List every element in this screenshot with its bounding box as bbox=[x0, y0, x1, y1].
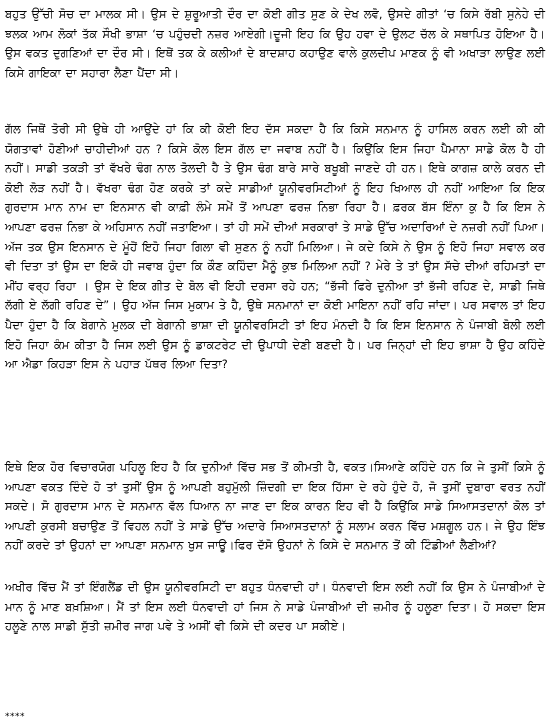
paragraph: ਬਹੁਤ ਉੱਚੀ ਸੋਚ ਦਾ ਮਾਲਕ ਸੀ। ਉਸ ਦੇ ਸ਼ੁਰੂਆਤੀ ਦੌਰ ਦਾ ਕੋਈ ਗੀਤ ਸੁਣ ਕੇ ਦੇਖ ਲਵੋ, ਉਸਦੇ ਗੀਤਾਂ ‘ਚ ਕਿਸੇ ਰੱਬੀ ਸੁਨੇਹੇ ਦੀ ਝਲਕ ਆਮ ਲੋਕਾਂ ਤੱਕ ਸੌਖੀ ਭਾਸ਼ਾ ‘ਚ ਪਹੁੰਚਦੀ ਨਜ਼ਰ ਆਏਗੀ।ਦੂਜੀ ਇਹ ਕਿ ਉਹ ਹਵਾ ਦੇ ਉਲਟ ਚੱਲ ਕੇ ਸਥਾਪਿਤ ਹੋਇਆ ਹੈ। ਉਸ ਵਕਤ ਦੁਗਣਿਆਂ ਦਾ ਦੌਰ ਸੀ। ਇਥੋਂ ਤਕ ਕੇ ਕਲੀਆਂ ਦੇ ਬਾਦਸ਼ਾਹ ਕਹਾਉਣ ਵਾਲੇ ਕੁਲਦੀਪ ਮਾਣਕ ਨੂੰ ਵੀ ਅਖਾੜਾ ਲਾਉਣ ਲਈ ਕਿਸੇ ਗਾਇਕਾ ਦਾ ਸਹਾਰਾ ਲੈਣਾ ਪੈਂਦਾ ਸੀ। bbox=[5, 8, 545, 80]
paragraph: ਅਖੀਰ ਵਿੱਚ ਮੈਂ ਤਾਂ ਇੰਗਲੈਂਡ ਦੀ ਉਸ ਯੂਨੀਵਰਸਿਟੀ ਦਾ ਬਹੁਤ ਧੰਨਵਾਦੀ ਹਾਂ। ਧੰਨਵਾਦੀ ਇਸ ਲਈ ਨਹੀਂ ਕਿ ਉਸ ਨੇ ਪੰਜਾਬੀਆਂ ਦੇ ਮਾਨ ਨੂੰ ਮਾਣ ਬਖ਼ਸ਼ਿਆ। ਮੈਂ ਤਾਂ ਇਸ ਲਈ ਧੰਨਵਾਦੀ ਹਾਂ ਜਿਸ ਨੇ ਸਾਡੇ ਪੰਜਾਬੀਆਂ ਦੀ ਜ਼ਮੀਰ ਨੂੰ ਹਲੂਣਾ ਦਿਤਾ। ਹੋ ਸਕਦਾ ਇਸ ਹਲੂਣੇ ਨਾਲ ਸਾਡੀ ਸੁੱਤੀ ਜ਼ਮੀਰ ਜਾਗ ਪਵੇ ਤੇ ਅਸੀਂ ਵੀ ਕਿਸੇ ਦੀ ਕਦਰ ਪਾ ਸਕੀਏ। bbox=[5, 581, 545, 634]
end-marker: **** bbox=[5, 712, 25, 722]
paragraph: ਇਥੇ ਇਕ ਹੋਰ ਵਿਚਾਰਯੋਗ ਪਹਿਲੂ ਇਹ ਹੈ ਕਿ ਦੁਨੀਆਂ ਵਿੱਚ ਸਭ ਤੋਂ ਕੀਮਤੀ ਹੈ, ਵਕਤ।ਸਿਆਣੇ ਕਹਿੰਦੇ ਹਨ ਕਿ ਜੇ ਤੁਸੀਂ ਕਿਸੇ ਨੂੰ ਆਪਣਾ ਵਕਤ ਦਿੰਦੇ ਹੋ ਤਾਂ ਤੁਸੀਂ ਉਸ ਨੂੰ ਆਪਣੀ ਬਹੁਮੁੱਲੀ ਜ਼ਿੰਦਗੀ ਦਾ ਇਕ ਹਿੱਸਾ ਦੇ ਰਹੇ ਹੁੰਦੇ ਹੋ, ਜੋ ਤੁਸੀਂ ਦੁਬਾਰਾ ਵਰਤ ਨਹੀਂ ਸਕਦੇ। ਸੋ ਗੁਰਦਾਸ ਮਾਨ ਦੇ ਸਨਮਾਨ ਵੱਲ ਧਿਆਨ ਨਾ ਜਾਣ ਦਾ ਇਕ ਕਾਰਨ ਇਹ ਵੀ ਹੈ ਕਿਉਂਕਿ ਸਾਡੇ ਸਿਆਸਤਦਾਨਾਂ ਕੋਲ ਤਾਂ ਆਪਣੀ ਕੁਰਸੀ ਬਚਾਉਣ ਤੋਂ ਵਿਹਲ ਨਹੀਂ ਤੇ ਸਾਡੇ ਉੱਚ ਅਦਾਰੇ ਸਿਆਸਤਦਾਨਾਂ ਨੂੰ ਸਲਾਮ ਕਰਨ ਵਿੱਚ ਮਸ਼ਗੂਲ ਹਨ। ਜੇ ਉਹ ਇੰਝ ਨਹੀਂ ਕਰਦੇ ਤਾਂ ਉਹਨਾਂ ਦਾ ਆਪਣਾ ਸਨਮਾਨ ਖੁਸ ਜਾਊ।ਫਿਰ ਦੱਸੋ ਉਹਨਾਂ ਨੇ ਕਿਸੇ ਦੇ ਸਨਮਾਨ ਤੋਂ ਕੀ ਟਿੰਡੀਆਂ ਲੈਣੀਆਂ? bbox=[5, 461, 545, 553]
paragraph: ਗੱਲ ਜਿਥੋਂ ਤੋਰੀ ਸੀ ਉਥੇ ਹੀ ਆਉਂਦੇ ਹਾਂ ਕਿ ਕੀ ਕੋਈ ਇਹ ਦੱਸ ਸਕਦਾ ਹੈ ਕਿ ਕਿਸੇ ਸਨਮਾਨ ਨੂੰ ਹਾਸਿਲ ਕਰਨ ਲਈ ਕੀ ਕੀ ਯੋਗਤਾਵਾਂ ਹੋਣੀਆਂ ਚਾਹੀਦੀਆਂ ਹਨ ? ਕਿਸੇ ਕੋਲ ਇਸ ਗੱਲ ਦਾ ਜਵਾਬ ਨਹੀਂ ਹੈ। ਕਿਉਂਕਿ ਇਸ ਜਿਹਾ ਪੈਮਾਨਾ ਸਾਡੇ ਕੋਲ ਹੈ ਹੀ ਨਹੀਂ। ਸਾਡੀ ਤਕੜੀ ਤਾਂ ਵੱਖਰੇ ਢੰਗ ਨਾਲ ਤੋਲਦੀ ਹੈ ਤੇ ਉਸ ਢੰਗ ਬਾਰੇ ਸਾਰੇ ਬਖੂਬੀ ਜਾਣਦੇ ਹੀ ਹਨ। ਇਥੇ ਕਾਗਜ਼ ਕਾਲੇ ਕਰਨ ਦੀ ਕੋਈ ਲੋੜ ਨਹੀਂ ਹੈ। ਵੱਖਰਾ ਢੰਗ ਹੋਣ ਕਰਕੇ ਤਾਂ ਕਦੇ ਸਾਡੀਆਂ ਯੂਨੀਵਰਸਿਟੀਆਂ ਨੂੰ ਇਹ ਖਿਆਲ ਹੀ ਨਹੀਂ ਆਇਆ ਕਿ ਇਕ ਗੁਰਦਾਸ ਮਾਨ ਨਾਮ ਦਾ ਇਨਸਾਨ ਵੀ ਕਾਫ਼ੀ ਲੰਮੇ ਸਮੇਂ ਤੋਂ ਆਪਣਾ ਫਰਜ਼ ਨਿਭਾ ਰਿਹਾ ਹੈ। ਫ਼ਰਕ ਬੱਸ ਇੰਨਾ ਕੁ ਹੈ ਕਿ ਇਸ ਨੇ ਆਪਣਾ ਫਰਜ਼ ਨਿਭਾ ਕੇ ਅਹਿਸਾਨ ਨਹੀਂ ਜਤਾਇਆ। ਤਾਂ ਹੀ ਸਮੇਂ ਦੀਆਂ ਸਰਕਾਰਾਂ ਤੇ ਸਾਡੇ ਉੱਚ ਅਦਾਰਿਆਂ ਦੇ ਨਜ਼ਰੀ ਨਹੀਂ ਪਿਆ। ਅੱਜ ਤਕ ਉਸ ਇਨਸਾਨ ਦੇ ਮੂੰਹੋਂ ਇਹੋ ਜਿਹਾ ਗਿਲਾ ਵੀ ਸੁਣਨ ਨੂੰ ਨਹੀਂ ਮਿਲਿਆ। ਜੇ ਕਦੇ ਕਿਸੇ ਨੇ ਉਸ ਨੂੰ ਇਹੋ ਜਿਹਾ ਸਵਾਲ ਕਰ ਵੀ ਦਿਤਾ ਤਾਂ ਉਸ ਦਾ ਇਕੋ ਹੀ ਜਵਾਬ ਹੁੰਦਾ ਕਿ ਕੌਣ ਕਹਿੰਦਾ ਮੈਨੂੰ ਕੁਝ ਮਿਲਿਆ ਨਹੀਂ ? ਮੇਰੇ ਤੇ ਤਾਂ ਉਸ ਸੱਚੇ ਦੀਆਂ ਰਹਿਮਤਾਂ ਦਾ ਮੀਂਹ ਵਰ੍ਹ ਰਿਹਾ । ਉਸ ਦੇ ਇਕ ਗੀਤ ਦੇ ਬੋਲ ਵੀ ਇਹੀ ਦਰਸਾ ਰਹੇ ਹਨ; “ਭੱਜੀ ਫਿਰੇ ਦੁਨੀਆ ਤਾਂ ਭੱਜੀ ਰਹਿਣ ਦੇ, ਸਾਡੀ ਜਿਥੇ ਲੱਗੀ ਏ ਲੱਗੀ ਰਹਿਣ ਦੇ”। ਉਹ ਅੱਜ ਜਿਸ ਮੁਕਾਮ ਤੇ ਹੈ, ਉਥੇ ਸਨਮਾਨਾਂ ਦਾ ਕੋਈ ਮਾਇਨਾ ਨਹੀਂ ਰਹਿ ਜਾਂਦਾ। ਪਰ ਸਵਾਲ ਤਾਂ ਇਹ ਪੈਦਾ ਹੁੰਦਾ ਹੈ ਕਿ ਬੇਗਾਨੇ ਮੁਲਕ ਦੀ ਬੇਗਾਨੀ ਭਾਸ਼ਾ ਦੀ ਯੂਨੀਵਰਸਿਟੀ ਤਾਂ ਇਹ ਮੰਨਦੀ ਹੈ ਕਿ ਇਸ ਇਨਸਾਨ ਨੇ ਪੰਜਾਬੀ ਬੋਲੀ ਲਈ ਇਹੋ ਜਿਹਾ ਕੰਮ ਕੀਤਾ ਹੈ ਜਿਸ ਲਈ ਉਸ ਨੂੰ ਡਾਕਟਰੇਟ ਦੀ ਉਪਾਧੀ ਦੇਣੀ ਬਣਦੀ ਹੈ। ਪਰ ਜਿਨ੍ਹਾਂ ਦੀ ਇਹ ਭਾਸ਼ਾ ਹੈ ਉਹ ਕਹਿੰਦੇ ਆ ਐਡਾ ਕਿਹੜਾ ਇਸ ਨੇ ਪਹਾੜ ਪੱਥਰ ਲਿਆ ਦਿਤਾ? bbox=[5, 123, 545, 372]
